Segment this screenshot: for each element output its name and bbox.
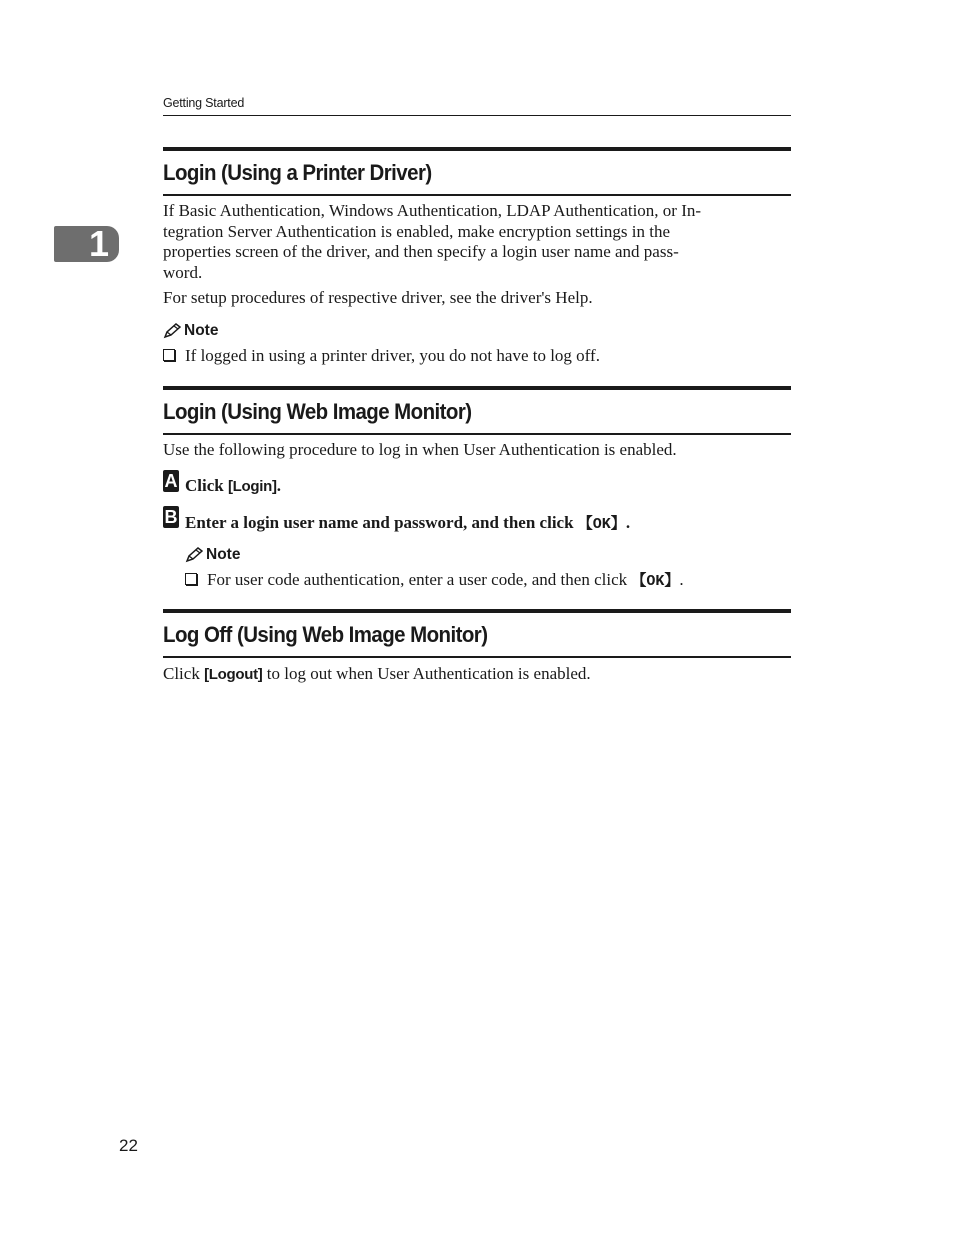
paragraph-line: word. [163,262,203,282]
section-bottom-rule [163,656,791,658]
section-web-image-monitor-login [163,386,791,435]
section-1-paragraph [163,201,791,283]
page-number: 22 [119,1136,138,1155]
ok-key-label: 【OK】 [631,573,680,590]
step-2 [163,506,631,533]
chapter-tab [54,223,119,264]
note-heading [185,546,240,564]
login-key-label: [Login] [227,478,277,495]
note-heading [163,322,218,340]
note-item-text: For user code authentication, enter a user code, and then click [207,570,632,589]
text-suffix: to log out when User Authentication is enabled. [262,664,591,683]
section-3-text [163,664,791,686]
note-item [163,346,600,366]
step-1 [163,470,281,495]
logout-key-label: [Logout] [204,666,263,683]
paragraph-line: tegration Server Authentication is enabled, make encryption settings in the [163,221,671,241]
checkbox-bullet-icon [163,349,175,361]
section-bottom-rule [163,194,791,196]
note-item-suffix: . [679,570,684,589]
section-web-image-monitor-logoff [163,609,791,658]
step-text-suffix: . [625,512,631,532]
text-prefix: Click [163,664,205,683]
running-head: Getting Started [163,96,245,110]
step-text: Enter a login user name and password, and then click [185,512,578,532]
section-1-paragraph-2: For setup procedures of respective driver, see the driver's Help. [163,288,593,307]
step-number-badge: B [164,507,178,527]
section-title: Log Off (Using Web Image Monitor) [163,622,488,647]
step-number-badge: A [164,471,178,491]
note-item-text: If logged in using a printer driver, you do not have to log off. [185,346,600,365]
section-bottom-rule [163,433,791,435]
running-head-rule [163,115,791,116]
pencil-icon [185,547,203,563]
pencil-icon [163,323,181,339]
paragraph-line: properties screen of the driver, and then specify a login user name and pass- [163,242,679,261]
chapter-number: 1 [88,223,109,264]
section-printer-driver-login [163,147,791,196]
checkbox-bullet-icon [185,573,197,585]
note-item [185,570,684,592]
section-title: Login (Using a Printer Driver) [163,160,432,185]
step-text: Click [185,476,228,495]
step-text-suffix: . [276,476,281,495]
section-2-intro: Use the following procedure to log in when User Authentication is enabled. [163,440,677,459]
ok-key-label: 【OK】 [577,515,626,533]
note-label: Note [184,322,219,339]
section-title: Login (Using Web Image Monitor) [163,399,472,424]
paragraph-line: If Basic Authentication, Windows Authentication, LDAP Authentication, or In- [163,201,702,220]
note-label: Note [206,546,241,563]
